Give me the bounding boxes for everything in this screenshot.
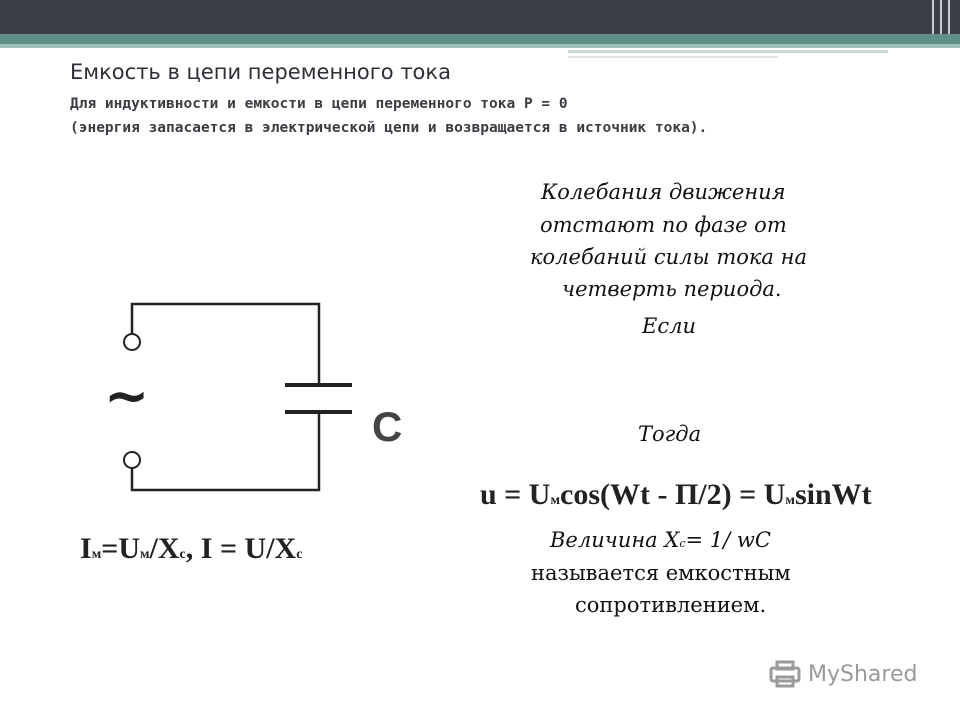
header-dark-bar — [0, 0, 960, 34]
myshared-watermark — [768, 659, 917, 689]
formula-left-sub3: c — [179, 547, 186, 562]
formula-right-part2: cos(Wt - П/2) = U — [560, 478, 786, 511]
watermark-text: MyShared — [808, 661, 918, 687]
text-then: Тогда — [638, 422, 702, 446]
formula-left-part3: /X — [149, 532, 180, 565]
header-vline-1 — [932, 0, 934, 34]
formula-right-sub2: м — [785, 493, 795, 508]
ac-source-symbol: ~ — [104, 364, 150, 427]
header-vline-2 — [940, 0, 942, 34]
text-phase-line2: отстают по фазе от — [540, 213, 787, 237]
text-resistance-line: сопротивлением. — [575, 593, 767, 617]
header-light-teal-bar — [0, 44, 960, 48]
formula-left-sub2: м — [140, 547, 150, 562]
formula-left-part4: , I = U/X — [185, 532, 297, 565]
formula-left-sub4: c — [296, 547, 303, 562]
formula-left-sub1: м — [91, 547, 102, 562]
header-decor-rule-1 — [568, 50, 888, 53]
top-wire — [132, 304, 319, 385]
text-magnitude-sub: c — [679, 537, 686, 550]
formula-right-part1: u = U — [480, 478, 551, 511]
text-if: Если — [642, 314, 696, 338]
printer-logo-icon — [768, 659, 802, 689]
formula-voltage — [480, 478, 872, 512]
text-magnitude — [550, 528, 771, 552]
header-decor-rule-2 — [568, 56, 778, 58]
formula-amplitude-current — [80, 532, 302, 566]
terminal-bottom — [124, 452, 140, 468]
formula-right-part3: sinWt — [794, 478, 872, 511]
capacitor-label: C — [372, 403, 403, 450]
slide-subtitle-line1: Для индуктивности и емкости в цепи переменного тока P = 0 — [70, 96, 568, 112]
header-vline-3 — [948, 0, 950, 34]
bottom-wire — [132, 412, 319, 490]
formula-left-part2: =U — [101, 532, 140, 565]
text-magnitude-b: = 1/ wC — [685, 528, 771, 552]
text-called-line: называется емкостным — [531, 561, 791, 585]
text-phase-line3: колебаний силы тока на — [530, 245, 807, 269]
capacitor-circuit-diagram — [90, 290, 420, 500]
text-phase-line4: четверть периода. — [562, 277, 782, 301]
header-teal-bar — [0, 34, 960, 44]
text-magnitude-a: Величина X — [550, 528, 680, 552]
slide-title: Емкость в цепи переменного тока — [70, 60, 451, 84]
text-phase-line1: Колебания движения — [541, 180, 786, 204]
slide-subtitle-line2: (энергия запасается в электрической цепи и возвращается в источник тока). — [70, 120, 708, 136]
terminal-top — [124, 334, 140, 350]
formula-left-part1: I — [80, 532, 92, 565]
formula-right-sub1: м — [550, 493, 560, 508]
